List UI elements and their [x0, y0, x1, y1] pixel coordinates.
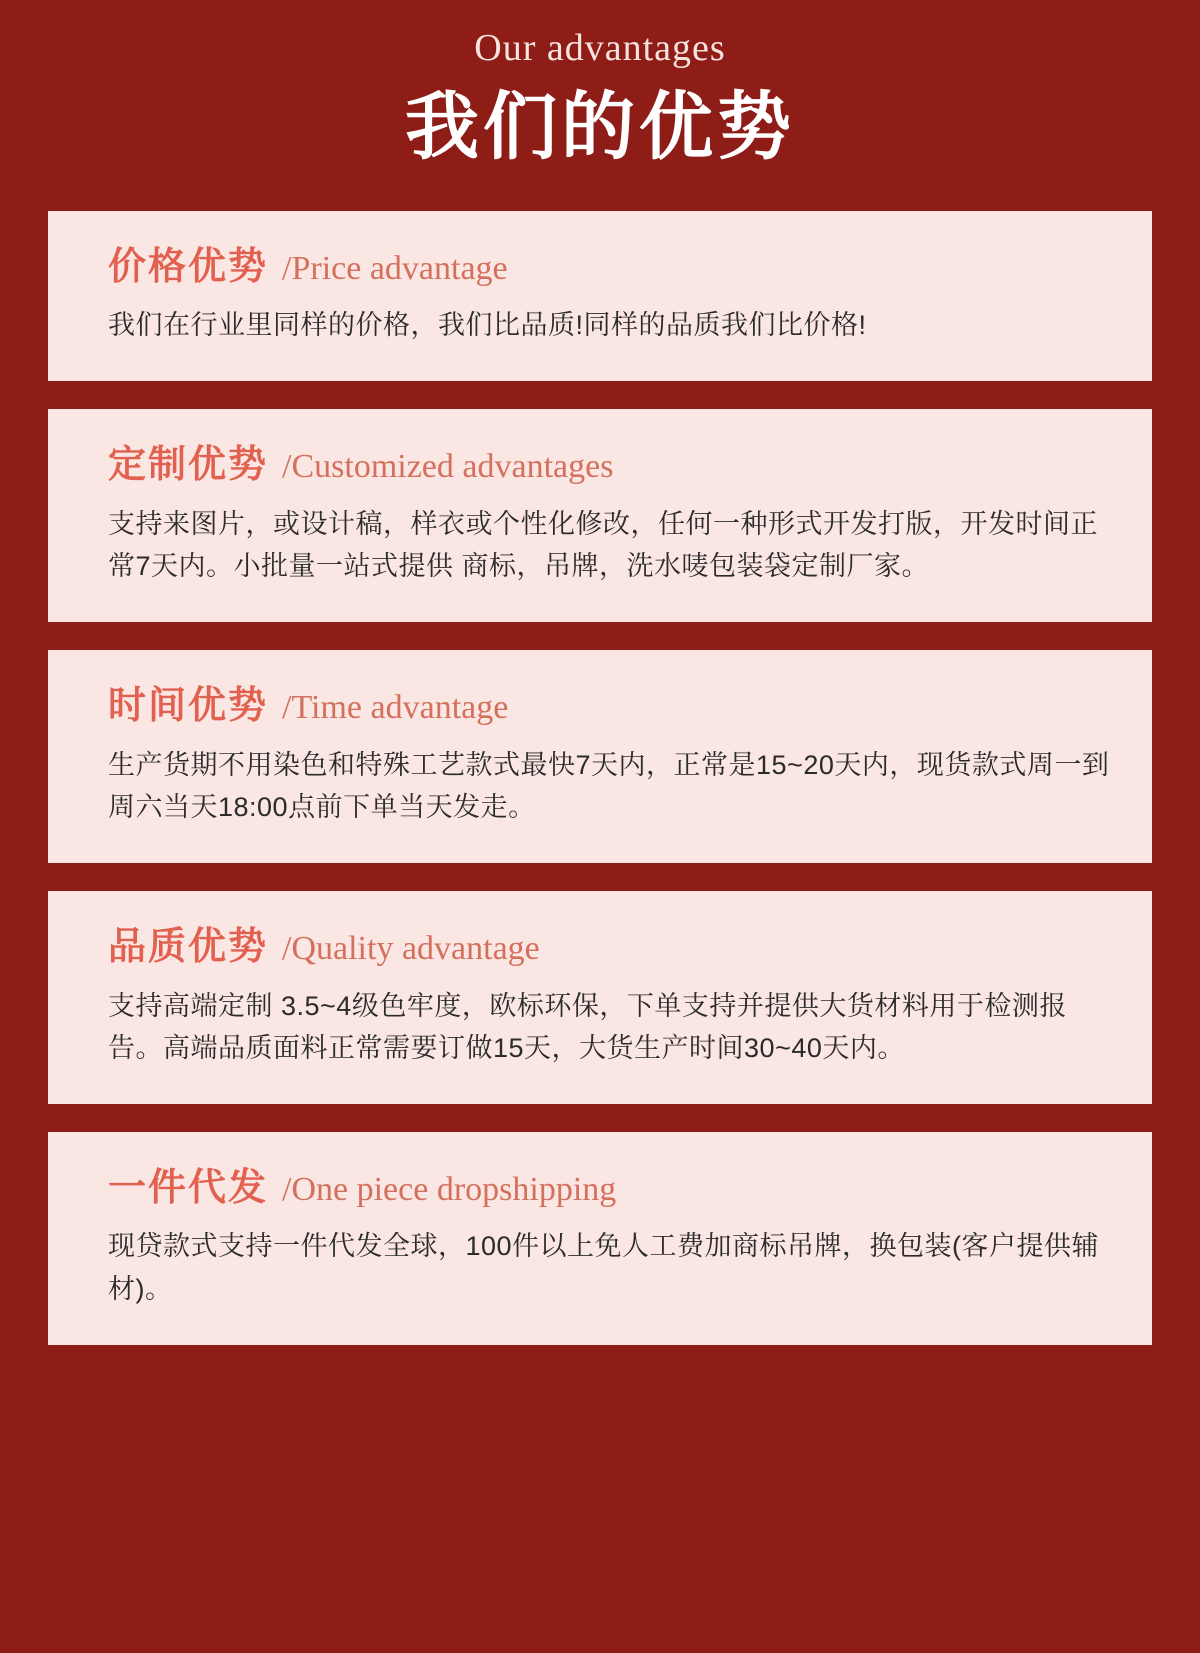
card-title-en: /Price advantage [282, 249, 508, 287]
card-title-en: /Customized advantages [282, 448, 614, 486]
card-title-cn: 定制优势 [108, 444, 269, 487]
advantage-card-time [48, 650, 1152, 863]
card-title-cn: 一件代发 [108, 1166, 269, 1209]
card-body-text: 生产货期不用染色和特殊工艺款式最快7天内，正常是15~20天内，现货款式周一到周六当天18:00点前下单当天发走。 [108, 749, 1110, 823]
card-title-cn: 价格优势 [108, 245, 269, 288]
advantage-card-quality [48, 891, 1152, 1104]
card-title-en: /Time advantage [282, 689, 509, 727]
card-body-text: 支持来图片，或设计稿，样衣或个性化修改，任何一种形式开发打版，开发时间正常7天内。小批量一站式提供 商标，吊牌，洗水唛包装袋定制厂家。 [108, 508, 1098, 582]
card-title [108, 443, 1112, 489]
card-body-text: 我们在行业里同样的价格，我们比品质!同样的品质我们比价格! [108, 310, 867, 341]
card-title-en: /One piece dropshipping [282, 1170, 617, 1208]
page-title: 我们的优势 [405, 84, 795, 168]
card-body-text: 现贷款式支持一件代发全球，100件以上免人工费加商标吊牌，换包装(客户提供辅材)。 [108, 1231, 1100, 1305]
advantage-card-customized [48, 409, 1152, 622]
card-title-cn: 时间优势 [108, 685, 269, 728]
card-title [108, 1166, 1112, 1212]
card-body-text: 支持高端定制 3.5~4级色牢度，欧标环保，下单支持并提供大货材料用于检测报告。高端品质面料正常需要订做15天，大货生产时间30~40天内。 [108, 990, 1067, 1064]
header-title-en: Our advantages [474, 27, 726, 69]
page-header [0, 0, 1200, 169]
advantage-card-dropshipping [48, 1132, 1152, 1345]
card-title-cn: 品质优势 [108, 925, 269, 968]
card-title [108, 684, 1112, 730]
card-title-en: /Quality advantage [282, 929, 540, 967]
card-title [108, 925, 1112, 971]
advantage-card-list [0, 211, 1200, 1345]
advantage-card-price [48, 211, 1152, 381]
card-title [108, 245, 1112, 291]
